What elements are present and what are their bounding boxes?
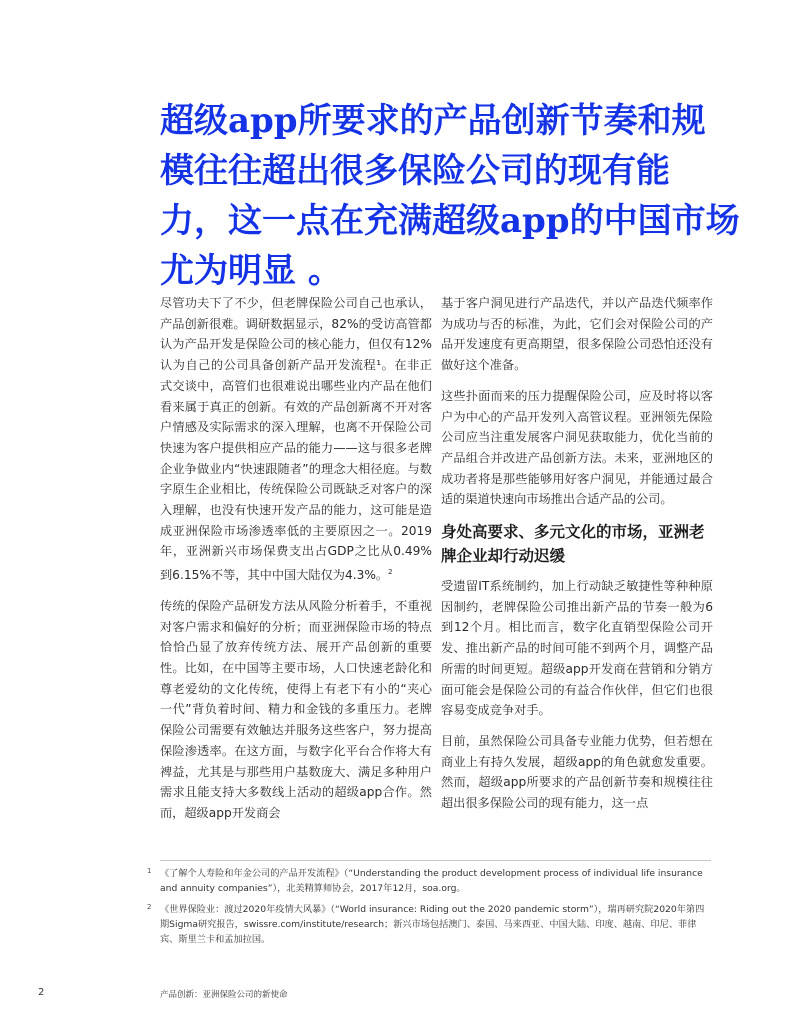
body-paragraph: 基于客户洞见进行产品迭代，并以产品迭代频率作为成功与否的标准，为此，它们会对保险公司的产品开发速度有更高期望，很多保险公司恐怕还没有做好这个准备。 (441, 296, 713, 373)
left-column (160, 293, 432, 834)
headline (160, 96, 740, 296)
paragraph-text: 尽管功夫下了不少，但老牌保险公司自己也承认，产品创新很难。调研数据显示，82%的受访高管都认为产品开发是保险公司的核心能力，但仅有12%认为自己的公司具备创新产品开发流程¹。在非正式交谈中，高管们也很难说出哪些业内产品在他们看来属于真正的创新。有效的产品创新离不开对客户情感及实际需求的深入理解，也离不开保险公司快速为客户提供相应产品的能力——这与很多老牌企业争做业内“快速跟随者”的理念大相径庭。与数字原生企业相比，传统保险公司既缺乏对客户的深入理解，也没有快速开发产品的能力，这可能是造成亚洲保险市场渗透率低的主要原因之一。2019年，亚洲新兴市场保费支出占GDP之比从0.49%到6.15%不等，其中中国大陆仅为4.3%。 (160, 296, 432, 583)
headline-line: 尤为明显 。 (160, 251, 342, 291)
headline-line: 超级app所要求的产品创新节奏和规 (160, 101, 706, 141)
right-column (441, 293, 713, 824)
headline-line: 模往往超出很多保险公司的现有能 (160, 151, 670, 191)
headline-line: 力，这一点在充满超级app的中国市场 (160, 201, 740, 241)
body-paragraph (160, 293, 432, 586)
footnote-number: 2 (147, 903, 152, 911)
footnote-text: 《了解个人寿险和年金公司的产品开发流程》（“Understanding the product development process of individual life insurance and annuity companies”），北美精算师协会，2017年12月，soa.org。 (160, 868, 703, 894)
footnote-item (147, 866, 711, 896)
footnote-text: 《世界保险业：渡过2020年疫情大风暴》（“World insurance: Riding out the 2020 pandemic storm”），瑞再研究院2020年第四期Sigma研究报告，swissre.com/institute/research；新兴市场包括澳门、泰国、马来西亚、中国大陆、印度、越南、印尼、菲律宾、斯里兰卡和孟加拉国。 (160, 904, 705, 945)
footnote-item (147, 902, 711, 947)
body-paragraph: 目前，虽然保险公司具备专业能力优势，但若想在商业上有持久发展，超级app的角色就愈发重要。然而，超级app所要求的产品创新节奏和规模往往超出很多保险公司的现有能力，这一点 (441, 733, 713, 811)
footnotes (147, 866, 711, 953)
body-paragraph: 受遗留IT系统制约，加上行动缺乏敏捷性等种种原因制约，老牌保险公司推出新产品的节奏一般为6到12个月。相比而言，数字化直销型保险公司开发、推出新产品的时间可能不到两个月，调整产品所需的时间更短。超级app开发商在营销和分销方面可能会是保险公司的有益合作伙伴，但它们也很容易变成竞争对手。 (441, 579, 713, 718)
footer-title: 产品创新：亚洲保险公司的新使命 (160, 990, 288, 1000)
footnote-number: 1 (147, 867, 152, 875)
page-number: 2 (38, 987, 45, 998)
body-paragraph: 这些扑面而来的压力提醒保险公司，应及时将以客户为中心的产品开发列入高管议程。亚洲领先保险公司应当注重发展客户洞见获取能力，优化当前的产品组合并改进产品创新方法。未来，亚洲地区的成功者将是那些能够用好客户洞见，并能通过最合适的渠道快速向市场推出合适产品的公司。 (441, 388, 713, 507)
footnote-reference: 2 (388, 568, 393, 577)
footnote-divider (160, 860, 711, 861)
section-heading: 身处高要求、多元文化的市场，亚洲老牌企业却行动迟缓 (441, 523, 705, 566)
body-paragraph: 传统的保险产品研发方法从风险分析着手，不重视对客户需求和偏好的分析；而亚洲保险市场的特点恰恰凸显了放弃传统方法、展开产品创新的重要性。比如，在中国等主要市场，人口快速老龄化和尊老爱幼的文化传统，使得上有老下有小的“夹心一代”背负着时间、精力和金钱的多重压力。老牌保险公司需要有效触达并服务这些客户，努力提高保险渗透率。在这方面，与数字化平台合作将大有裨益，尤其是与那些用户基数庞大、满足多种用户需求且能支持大多数线上活动的超级app合作。然而，超级app开发商会 (160, 598, 432, 820)
